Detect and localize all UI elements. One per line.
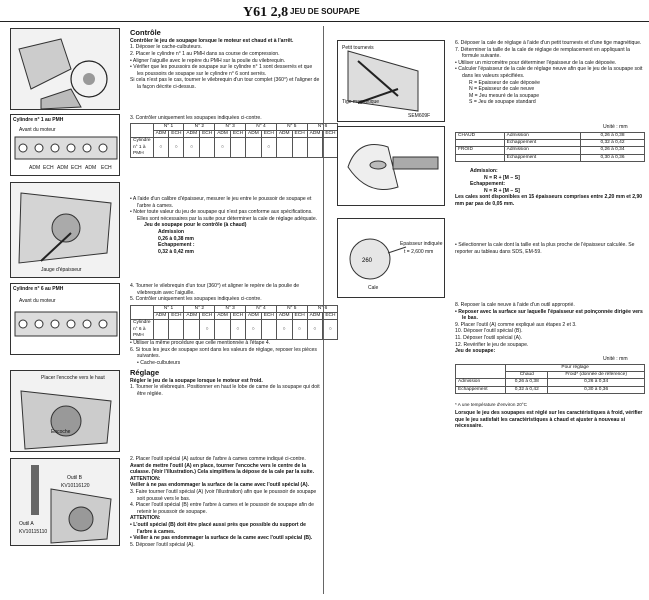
reglage-att2-line: • L'outil spécial (B) doit être placé aussi près que possible du support de l'arbre à cames. <box>130 522 306 535</box>
fig2-label: ADM <box>85 165 97 171</box>
table-cell: ○ <box>169 138 184 158</box>
def-line: N = Epaisseur de cale neuve <box>469 86 535 93</box>
table-cell: 0,26 à 0,34 <box>548 379 645 386</box>
special-tools-figure <box>10 458 120 546</box>
feeler-gauge-figure <box>10 182 120 278</box>
controle-bullet: • A l'aide d'un calibre d'épaisseur, mesurer le jeu entre le poussoir de soupape et l'arbre à cames. <box>130 196 312 209</box>
right-steps-b <box>455 302 645 355</box>
fig2-front-label: Avant du moteur <box>19 127 56 133</box>
table-cell: 0,32 à 0,42 <box>506 386 548 393</box>
table-sub: ECH <box>230 131 245 138</box>
controle-section <box>130 28 320 91</box>
engine-pulley-figure <box>10 28 120 110</box>
controle-step3: 3. Contrôler uniquement les soupapes indiquées ci-contre. <box>130 115 262 121</box>
table-sub: ECH <box>169 313 184 320</box>
table-sub: ADM <box>215 131 231 138</box>
table-cell: ○ <box>307 320 323 340</box>
table-cell: Echappement <box>504 154 580 161</box>
table-cell: 0,26 à 0,38 <box>580 133 644 140</box>
table-cell: ○ <box>215 138 231 158</box>
reglage-tools <box>130 456 320 549</box>
table-cell: 0,26 à 0,38 <box>506 379 548 386</box>
table-sub: ADM <box>276 313 292 320</box>
cylinder6-tdc-figure <box>10 283 120 355</box>
table-header: Froid* (donnée de référence) <box>548 372 645 379</box>
screwdriver-figure <box>337 40 445 122</box>
def-line: R = Epaisseur de cale déposée <box>469 79 540 86</box>
controle-step: • Vérifier que les poussoirs de soupape sur le cylindre n° 1 sont desserrés et que les poussoirs de soupape sur le cylindre n° 6 sont serrés. <box>130 64 313 77</box>
right-step-b: 9. Placer l'outil (A) comme expliqué aux étapes 2 et 3. <box>455 321 577 328</box>
table-cell: ○ <box>153 138 169 158</box>
table-cell <box>292 138 307 158</box>
controle-title: Contrôle <box>130 28 161 37</box>
fig4-caption: Cylindre n° 6 au PMH <box>13 286 64 292</box>
spec-title: Jeu de soupape pour le contrôle (à chaud) <box>144 222 247 229</box>
spec-admission-label: Admission <box>158 229 185 236</box>
table-sub: ECH <box>230 313 245 320</box>
table-cell: ○ <box>261 138 276 158</box>
table-row-label: Cylindre n° 6 à PMH <box>131 320 154 340</box>
fig7-label: Petit tournevis <box>342 45 374 51</box>
table-sub: ADM <box>246 313 262 320</box>
table-header: N° 1 <box>153 306 184 313</box>
fig9-label: Cale <box>368 285 379 291</box>
table-sub: ADM <box>307 313 323 320</box>
table-sub: ECH <box>292 131 307 138</box>
table-sub: ADM <box>307 131 323 138</box>
fig5-label: Placer l'encoche vers le haut <box>41 375 105 381</box>
table-clearance <box>455 132 645 162</box>
table-header: N° 3 <box>215 306 246 313</box>
right-step-b: 12. Revérifier le jeu de soupape. <box>455 341 529 348</box>
reglage-attention1: ATTENTION: <box>130 475 161 482</box>
right-step: 7. Déterminer la taille de la cale de réglage de remplacement en appliquant la formule suivante. <box>455 46 630 60</box>
table-header: N° 6 <box>307 306 338 313</box>
controle-intro: Contrôler le jeu de soupape lorsque le moteur est chaud et à l'arrêt. <box>130 37 294 44</box>
table-sub: ADM <box>153 313 169 320</box>
select-note: • Sélectionner la cale dont la taille est la plus proche de l'épaisseur calculée. Se reporter au tableau dans SDS, EM-59. <box>455 242 635 255</box>
spec-echappement-label: Echappement : <box>158 242 195 249</box>
table-cell <box>169 320 184 340</box>
table-sub: ADM <box>184 131 200 138</box>
table-header: N° 3 <box>215 124 246 131</box>
table-sub: ECH <box>169 131 184 138</box>
reglage-step3: 3. Faire tourner l'outil spécial (A) (voir l'illustration) afin que le poussoir de soupape soit poussé vers le bas. <box>130 489 317 502</box>
right-step: 6. Déposer la cale de réglage à l'aide d'un petit tournevis et d'une tige magnétique. <box>455 40 642 46</box>
table-header: Pour réglage <box>506 365 645 372</box>
formula-ech: N = R + [M − S] <box>484 187 520 194</box>
right-step: • Calculer l'épaisseur de la cale de réglage neuve afin que le jeu de la soupape soit dans les valeurs spécifiées. <box>455 66 643 80</box>
right-step-b: 11. Déposer l'outil spécial (A). <box>455 335 523 342</box>
table-cell: ○ <box>292 320 307 340</box>
table-cell: 0,26 à 0,34 <box>580 147 644 154</box>
page-header <box>0 0 649 22</box>
svg-text:260: 260 <box>362 258 373 264</box>
table-header: N° 6 <box>307 124 338 131</box>
fig6-label: KV10115110 <box>19 529 48 535</box>
right-steps <box>455 40 645 106</box>
table-cell: FROID <box>456 147 505 154</box>
fig2-label: ECH <box>101 165 112 171</box>
table-header: N° 1 <box>153 124 184 131</box>
table-header: N° 4 <box>246 124 277 131</box>
reglage-step5: 5. Déposer l'outil spécial (A). <box>130 541 195 548</box>
def-line: S = Jeu de soupape standard <box>469 99 536 106</box>
fig9-label: t = 2,600 mm <box>404 249 434 255</box>
reglage-title: Réglage <box>130 368 160 377</box>
table-sub: ECH <box>323 131 338 138</box>
controle-final <box>130 340 320 366</box>
table-cell <box>184 320 200 340</box>
controle-step: Si cela n'est pas le cas, tourner le vilebrequin d'un tour complet (360°) et l'aligner de la façon décrite ci-dessus. <box>130 77 320 91</box>
fig6-label: Outil A <box>19 521 34 527</box>
spec-admission-value: 0,26 à 0,38 mm <box>158 235 194 242</box>
table-header: N° 4 <box>246 306 277 313</box>
table-cell: Admission <box>504 133 580 140</box>
fig7-label: Tige magnétique <box>342 99 380 105</box>
fig4-front-label: Avant du moteur <box>19 298 56 304</box>
micrometer-figure <box>337 126 445 206</box>
table-sub: ECH <box>261 313 276 320</box>
table-adjustment <box>455 364 645 394</box>
reglage-intro: Régler le jeu de la soupape lorsque le moteur est froid. <box>130 377 263 384</box>
table-header: N° 2 <box>184 306 215 313</box>
formula-block <box>470 168 645 194</box>
right-step-b: • Reposer avec la surface sur laquelle l'épaisseur est poinçonnée dirigée vers le bas. <box>455 308 643 322</box>
table-sub: ADM <box>215 313 231 320</box>
table-cell: ○ <box>200 320 215 340</box>
table-cylinder6 <box>130 305 338 340</box>
def-line: M = Jeu mesuré de la soupape <box>469 92 540 99</box>
footnote: * A une température d'environ 20°C <box>455 402 527 407</box>
table-header: N° 5 <box>276 124 307 131</box>
fig6-label: Outil B <box>67 475 83 481</box>
table-sub: ADM <box>153 131 169 138</box>
reglage-step4: 4. Placer l'outil spécial (B) entre l'arbre à cames et le poussoir de soupape afin de retenir le poussoir de soupape. <box>130 502 315 515</box>
reglage-step2: 2. Placer l'outil spécial (A) autour de l'arbre à cames comme indiqué ci-contre. <box>130 456 306 462</box>
fig2-label: ADM <box>57 165 69 171</box>
table-sub: ECH <box>200 131 215 138</box>
table-header: Chaud <box>506 372 548 379</box>
fig2-label: ECH <box>43 165 54 171</box>
table-cell: 0,30 à 0,36 <box>580 154 644 161</box>
table-row-label: Cylindre n° 1 à PMH <box>131 138 154 158</box>
table-cell: ○ <box>184 138 200 158</box>
table-cell <box>456 140 505 147</box>
table-cell: CHAUD <box>456 133 505 140</box>
table-cell <box>153 320 169 340</box>
reglage-avant: Avant de mettre l'outil (A) en place, tourner l'encoche vers le centre de la culasse. (Voir l'illustration.) Cela simplifiera la dépose de la cale par la suite. <box>130 462 314 476</box>
reglage-att1-text: Veiller à ne pas endommager la surface de la came avec l'outil spécial (A). <box>130 482 310 489</box>
fig3-caption: Jauge d'épaisseur <box>41 267 82 273</box>
controle-step4-text: 4. Tourner le vilebrequin d'un tour (360°) et aligner le repère de la poulie de vilebrequin avec l'aiguille. <box>130 283 300 296</box>
fig2-label: ADM <box>29 165 41 171</box>
table-cell <box>200 138 215 158</box>
table-cell <box>276 138 292 158</box>
table-sub: ADM <box>276 131 292 138</box>
table-cell: ○ <box>230 320 245 340</box>
reglage-attention2: ATTENTION: <box>130 515 161 522</box>
jeu-title: Jeu de soupape: <box>455 348 496 355</box>
final-note: Lorsque le jeu des soupapes est réglé sur les caractéristiques à froid, vérifier que le jeu satisfait les caractéristiques à chaud et ajuster à nouveau si nécessaire. <box>455 410 643 430</box>
table-sub: ECH <box>292 313 307 320</box>
reglage-att2-line: • Veiller à ne pas endommager la surface de la came avec l'outil spécial (B). <box>130 535 313 542</box>
fig5-label: Encoche <box>51 429 71 435</box>
controle-step: 1. Déposer le cache-culbuteurs. <box>130 44 202 51</box>
spec-echappement-value: 0,32 à 0,42 mm <box>158 248 194 255</box>
cylinder1-tdc-figure <box>10 114 120 176</box>
table-cell <box>456 154 505 161</box>
table-cell <box>323 138 338 158</box>
reglage-step1: 1. Tourner le vilebrequin. Positionner en haut le lobe de came de la soupape qui doit être réglée. <box>130 384 320 397</box>
controle-step5-text: 5. Contrôler uniquement les soupapes indiquées ci-contre. <box>130 296 262 303</box>
fig9-label: Epaisseur indiquée <box>400 241 443 247</box>
cales-note: Les cales sont disponibles en 15 épaisseurs comprises entre 2,20 mm et 2,90 mm par pas de 0,05 mm. <box>455 194 643 207</box>
fig2-caption: Cylindre n° 1 au PMH <box>13 117 64 123</box>
controle-step: 2. Placer le cylindre n° 1 au PMH dans sa course de compression. <box>130 50 280 57</box>
camshaft-notch-figure <box>10 370 120 452</box>
unit-label-2: Unité : mm <box>603 356 628 362</box>
formula-ech-label: Echappement: <box>470 181 506 188</box>
controle-final-line: 6. Si tous les jeux de soupape sont dans les valeurs de réglage, reposer les pièces suivantes. <box>130 346 317 360</box>
table-sub: ECH <box>261 131 276 138</box>
table-sub: ECH <box>200 313 215 320</box>
table-cell <box>307 138 323 158</box>
fig2-label: ECH <box>71 165 82 171</box>
table-cell <box>261 320 276 340</box>
table-cylinder1 <box>130 123 338 158</box>
table-cell: ○ <box>323 320 338 340</box>
table-sub: ADM <box>184 313 200 320</box>
formula-adm-label: Admission: <box>470 168 498 174</box>
controle-measure <box>130 196 320 255</box>
table-header: N° 2 <box>184 124 215 131</box>
reglage-section <box>130 368 320 398</box>
formula-adm: N = R + [M − S] <box>484 174 520 181</box>
shim-thickness-figure <box>337 218 445 298</box>
fig6-label: KV10116120 <box>61 483 90 489</box>
table-cell: Echappement <box>504 140 580 147</box>
table-cell: Echappement <box>456 386 506 393</box>
controle-bullet: • Noter toute valeur du jeu de soupape qui n'est pas conforme aux spécifications. Elles sont nécessaires par la suite pour déterminer la cale de réglage adéquate. <box>130 209 318 222</box>
table-cell: Admission <box>504 147 580 154</box>
right-step: • Utiliser un micromètre pour déterminer l'épaisseur de la cale déposée. <box>455 59 617 66</box>
right-step-b: 10. Déposer l'outil spécial (B). <box>455 328 523 335</box>
table-cell: 0,32 à 0,42 <box>580 140 644 147</box>
table-cell: 0,30 à 0,36 <box>548 386 645 393</box>
fig7-label: SEM609F <box>408 113 431 119</box>
controle-final-line: • Cache-culbuteurs <box>137 359 181 366</box>
table-header: N° 5 <box>276 306 307 313</box>
subject-title: JEU DE SOUPAPE <box>290 7 360 16</box>
table-cell <box>230 138 245 158</box>
table-cell <box>246 138 262 158</box>
table-cell: ○ <box>246 320 262 340</box>
table-cell <box>215 320 231 340</box>
controle-step: • Aligner l'aiguille avec le repère du PMH sur la poulie du vilebrequin. <box>130 57 286 64</box>
unit-label-1: Unité : mm <box>603 124 628 130</box>
model-title: Y61 2,8 <box>243 5 289 20</box>
right-step-b: 8. Reposer la cale neuve à l'aide d'un outil approprié. <box>455 302 575 308</box>
controle-final-line: • Utiliser la même procédure que celle mentionnée à l'étape 4. <box>130 340 271 346</box>
table-cell: ○ <box>276 320 292 340</box>
table-cell: Admission <box>456 379 506 386</box>
table-sub: ADM <box>246 131 262 138</box>
table-sub: ECH <box>323 313 338 320</box>
controle-step4 <box>130 283 320 303</box>
